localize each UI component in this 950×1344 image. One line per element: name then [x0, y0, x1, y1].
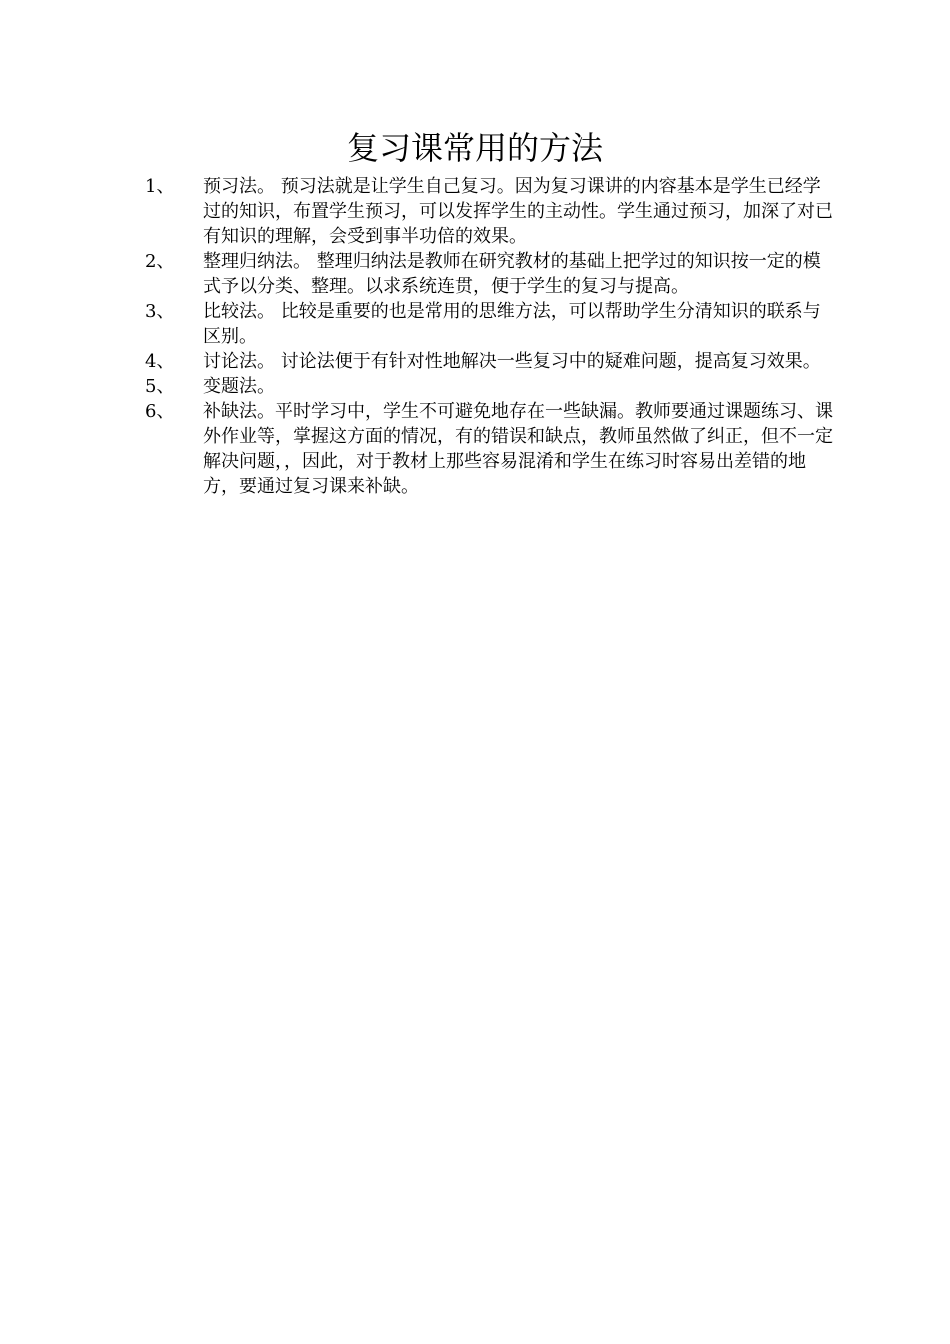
list-item — [145, 174, 835, 249]
item-number: 1、 — [145, 176, 175, 197]
list-item — [145, 374, 835, 399]
list-item — [145, 399, 835, 499]
list-item — [145, 299, 835, 349]
list-item — [145, 349, 835, 374]
item-number: 2、 — [145, 251, 175, 272]
item-text: 整理归纳法。 整理归纳法是教师在研究教材的基础上把学过的知识按一定的模式予以分类、整理。以求系统连贯，便于学生的复习与提高。 — [203, 251, 821, 297]
item-text: 比较法。 比较是重要的也是常用的思维方法，可以帮助学生分清知识的联系与区别。 — [203, 301, 821, 347]
item-text: 补缺法。平时学习中，学生不可避免地存在一些缺漏。教师要通过课题练习、课外作业等，掌握这方面的情况，有的错误和缺点，教师虽然做了纠正，但不一定解决问题，，因此，对于教材上那些容易混淆和学生在练习时容易出差错的地方，要通过复习课来补缺。 — [203, 401, 833, 497]
item-text: 讨论法。 讨论法便于有针对性地解决一些复习中的疑难问题，提高复习效果。 — [203, 351, 821, 372]
item-text: 预习法。 预习法就是让学生自己复习。因为复习课讲的内容基本是学生已经学过的知识，布置学生预习，可以发挥学生的主动性。学生通过预习，加深了对已有知识的理解，会受到事半功倍的效果。 — [203, 176, 833, 247]
item-number: 4、 — [145, 351, 175, 372]
item-text: 变题法。 — [203, 376, 275, 397]
item-number: 3、 — [145, 301, 175, 322]
item-number: 5、 — [145, 376, 175, 397]
page-title: 复习课常用的方法 — [346, 129, 603, 167]
item-number: 6、 — [145, 401, 175, 422]
list-item — [145, 249, 835, 299]
method-list — [145, 174, 835, 499]
